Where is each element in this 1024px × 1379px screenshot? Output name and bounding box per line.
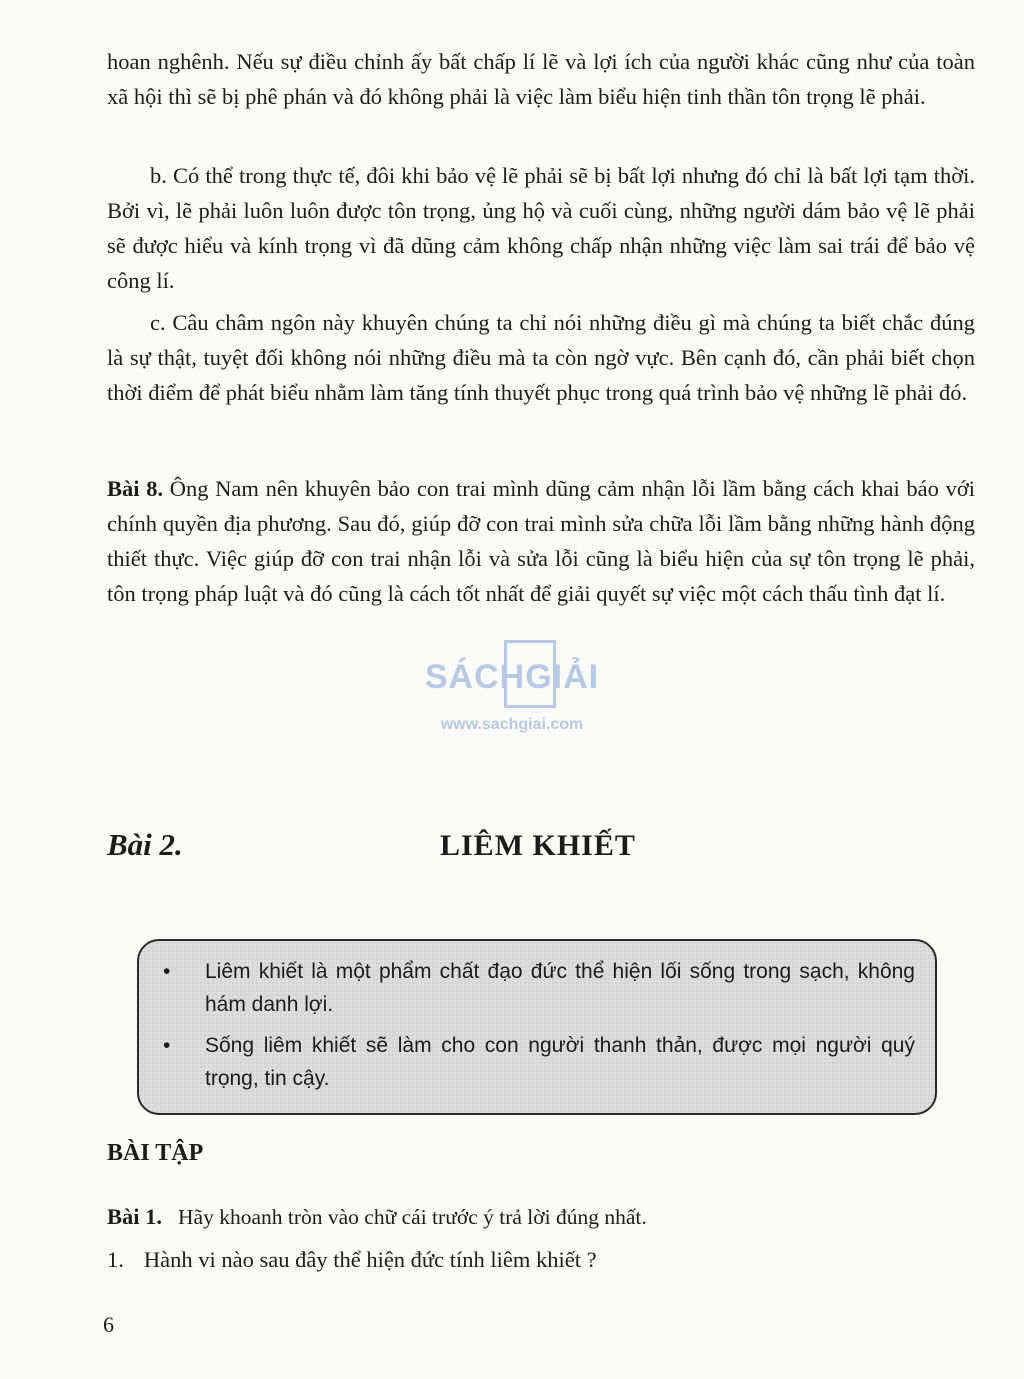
- bullet-icon: •: [163, 960, 171, 983]
- summary-item: [163, 955, 915, 1021]
- exercise-label-bai-8: Bài 8.: [107, 476, 164, 501]
- bullet-icon: •: [163, 1034, 171, 1057]
- lesson-number: Bài 2.: [107, 827, 183, 862]
- question-number: 1.: [107, 1247, 124, 1272]
- paragraph-continuation: hoan nghênh. Nếu sự điều chỉnh ấy bất chấp lí lẽ và lợi ích của người khác cũng như của toàn xã hội thì sẽ bị phê phán và đó không phải là việc làm biểu hiện tinh thần tôn trọng lẽ phải.: [107, 49, 975, 109]
- paragraph-bai-8-text: Ông Nam nên khuyên bảo con trai mình dũng cảm nhận lỗi lầm bằng cách khai báo với chính quyền địa phương. Sau đó, giúp đỡ con trai mình sửa chữa lỗi lầm bằng những hành động thiết thực. Việc giúp đỡ con trai nhận lỗi và sửa lỗi cũng là biểu hiện của sự tôn trọng lẽ phải, tôn trọng pháp luật và đó cũng là cách tốt nhất để giải quyết sự việc một cách thấu tình đạt lí.: [107, 476, 975, 606]
- exercise-label-bai-1: Bài 1.: [107, 1204, 163, 1229]
- exercises-heading: BÀI TẬP: [107, 1140, 204, 1166]
- summary-list: [163, 955, 915, 1103]
- summary-item-text: Sống liêm khiết sẽ làm cho con người thanh thản, được mọi người quý trọng, tin cậy.: [205, 1034, 915, 1090]
- lesson-title: LIÊM KHIẾT: [440, 829, 636, 862]
- summary-item-text: Liêm khiết là một phẩm chất đạo đức thể hiện lối sống trong sạch, không hám danh lợi.: [205, 960, 915, 1016]
- exercise-bai-1: [107, 1200, 647, 1234]
- watermark: [400, 638, 624, 748]
- page-number: 6: [103, 1312, 114, 1337]
- paragraph-c: c. Câu châm ngôn này khuyên chúng ta chỉ nói những điều gì mà chúng ta biết chắc đúng là sự thật, tuyệt đối không nói những điều mà ta còn ngờ vực. Bên cạnh đó, cần phải biết chọn thời điểm để phát biểu nhằm làm tăng tính thuyết phục trong quá trình bảo vệ những lẽ phải đó.: [107, 310, 975, 405]
- summary-item: [163, 1029, 915, 1095]
- summary-box: [137, 939, 937, 1115]
- question-text: Hành vi nào sau đây thể hiện đức tính liêm khiết ?: [143, 1247, 597, 1272]
- paragraph-b: b. Có thể trong thực tế, đôi khi bảo vệ lẽ phải sẽ bị bất lợi nhưng đó chỉ là bất lợi tạm thời. Bởi vì, lẽ phải luôn luôn được tôn trọng, ủng hộ và cuối cùng, những người dám bảo vệ lẽ phải sẽ được hiểu và kính trọng vì đã dũng cảm không chấp nhận những việc làm sai trái để bảo vệ công lí.: [107, 163, 975, 293]
- watermark-logo: SÁCHGIẢI: [424, 658, 600, 696]
- exercise-instruction: Hãy khoanh tròn vào chữ cái trước ý trả lời đúng nhất.: [178, 1205, 647, 1229]
- paragraph-bai-8: [107, 471, 975, 611]
- question-1: [107, 1243, 597, 1277]
- watermark-url: www.sachgiai.com: [440, 716, 584, 733]
